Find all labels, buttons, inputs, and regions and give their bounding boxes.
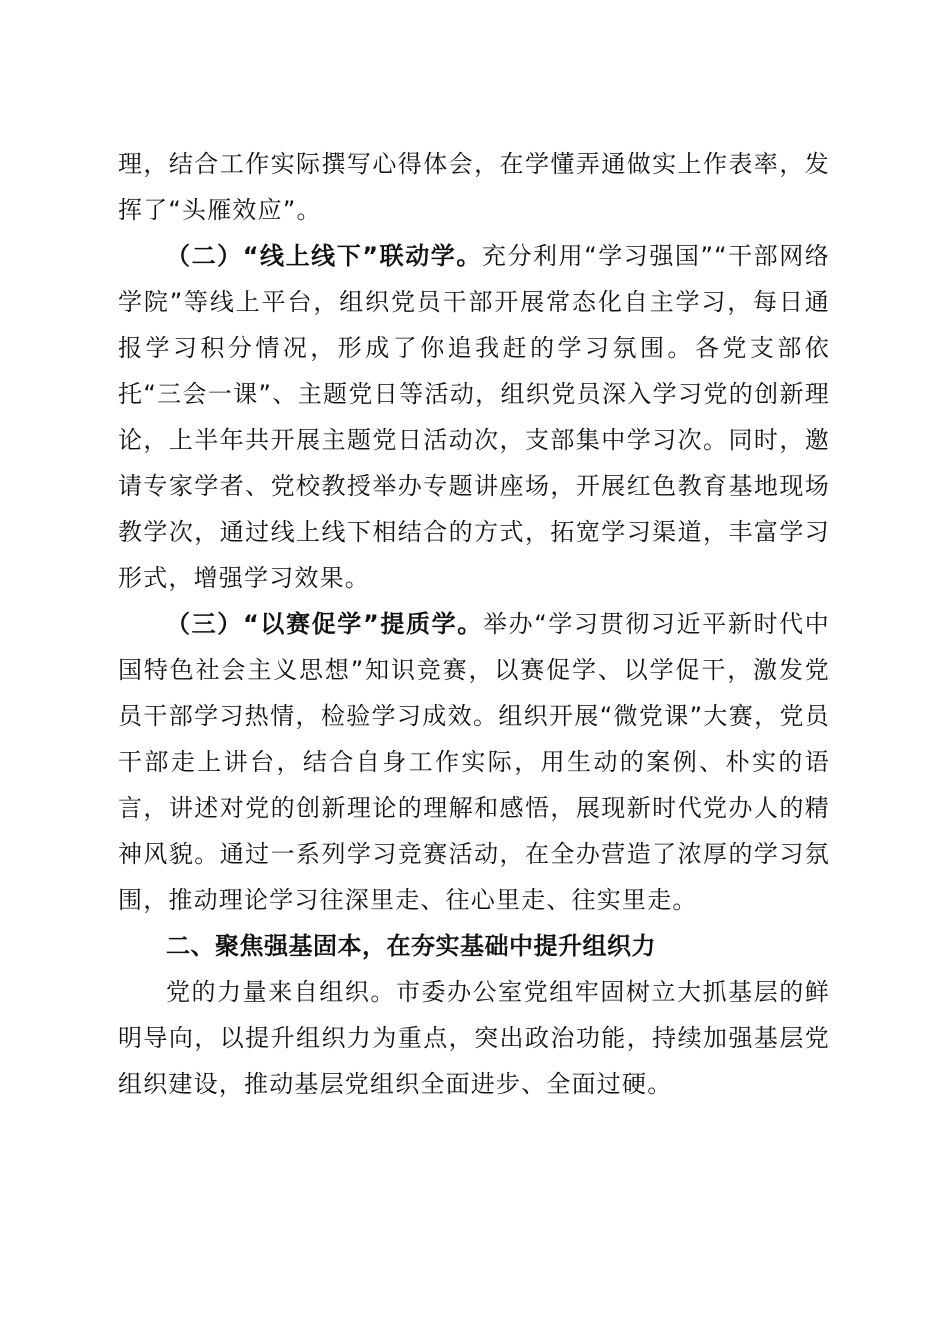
document-page (118, 141, 830, 1107)
section-heading-organization: 二、聚焦强基固本，在夯实基础中提升组织力 (166, 932, 656, 960)
paragraph-competition (118, 601, 830, 923)
section-body-online-offline: 充分利用“学习强国”“干部网络学院”等线上平台，组织党员干部开展常态化自主学习，每日通报学习积分情况，形成了你追我赶的学习氛围。各党支部依托“三会一课”、主题党日等活动，组织党员深入学习党的创新理论，上半年共开展主题党日活动次，支部集中学习次。同时，邀请专家学者、党校教授举办专题讲座场，开展红色教育基地现场教学次，通过线上线下相结合的方式，拓宽学习渠道，丰富学习形式，增强学习效果。 (118, 242, 830, 592)
section-title-competition: （三）“以赛促学”提质学。 (166, 610, 483, 638)
section-body-competition: 举办“学习贯彻习近平新时代中国特色社会主义思想”知识竞赛，以赛促学、以学促干，激发党员干部学习热情，检验学习成效。组织开展“微党课”大赛，党员干部走上讲台，结合自身工作实际，用生动的案例、朴实的语言，讲述对党的创新理论的理解和感悟，展现新时代党办人的精神风貌。通过一系列学习竞赛活动，在全办营造了浓厚的学习氛围，推动理论学习往深里走、往心里走、往实里走。 (118, 610, 830, 914)
paragraph-online-offline (118, 233, 830, 601)
paragraph-organization: 党的力量来自组织。市委办公室党组牢固树立大抓基层的鲜明导向，以提升组织力为重点，突出政治功能，持续加强基层党组织建设，推动基层党组织全面进步、全面过硬。 (118, 978, 830, 1098)
section-title-online-offline: （二）“线上线下”联动学。 (166, 242, 482, 270)
paragraph-continuation: 理，结合工作实际撰写心得体会，在学懂弄通做实上作表率，发挥了“头雁效应”。 (118, 150, 830, 224)
